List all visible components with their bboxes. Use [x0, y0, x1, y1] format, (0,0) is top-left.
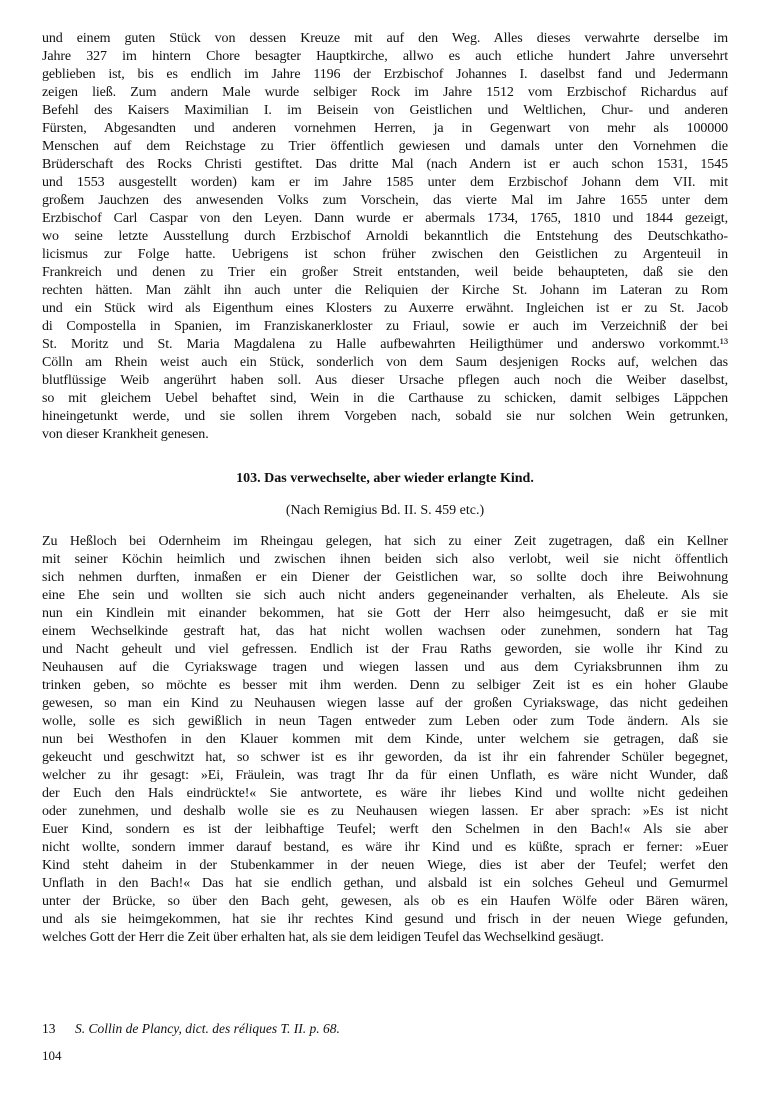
text-line: Jahre 327 im hintern Chore besagter Hauptkirche, allwo es auch etliche hundert Jahre unversehrt	[42, 49, 728, 64]
text-line: Unflath in den Bach!« Das hat sie endlich gethan, und alsbald ist ein solches Geheul und Gemurmel	[42, 876, 728, 891]
text-line: Erzbischof Carl Caspar von den Leyen. Dann wurde er abermals 1734, 1765, 1810 und 1844 gezeigt,	[42, 211, 728, 226]
text-line: geblieben ist, bis es endlich im Jahre 1196 der Erzbischof Johannes I. daselbst fand und Jedermann	[42, 67, 728, 82]
text-line: Neuhausen auf die Cyriakswage tragen und wiegen lassen und aus dem Cyriaksbrunnen ihm zu	[42, 660, 728, 675]
text-line: oder zunehmen, und deshalb wolle sie es zu Neuhausen wiegen lassen. Er aber sprach: »Es ist nicht	[42, 804, 728, 819]
text-line: welches Gott der Herr die Zeit über erhalten hat, als sie dem leidigen Teufel das Wechselkind gesäugt.	[42, 930, 604, 945]
text-line: so mit gleichem Uebel behaftet sind, Wein in die Carthause zu schicken, damit selbiges Läppchen	[42, 391, 728, 406]
text-line: von dieser Krankheit genesen.	[42, 427, 209, 442]
text-line: und einem guten Stück von dessen Kreuze mit auf den Weg. Alles dieses verwahrte derselbe im	[42, 31, 728, 46]
text-line: und Nacht geheult und viel gefressen. Endlich ist der Frau Raths geworden, sie wolle ihr Kind zu	[42, 642, 728, 657]
text-line: trinken geben, so möchte es besser mit ihm werden. Denn zu selbiger Zeit ist es ein hoher Glaube	[42, 678, 728, 693]
text-line: gekeucht und geschwitzt hat, so schwer ist es ihr geworden, da ist ihr ein fahrender Schüler begegnet,	[42, 750, 728, 765]
text-line: der Euch den Hals eindrückte!« Sie antwortete, es wäre ihr liebes Kind und wollte nicht gedeihen	[42, 786, 728, 801]
footnote-text: S. Collin de Plancy, dict. des réliques T. II. p. 68.	[75, 1021, 340, 1036]
paragraph-continued	[42, 30, 728, 444]
text-line: großem Jauchzen des anwesenden Volks zum Vorschein, das vierte Mal im Jahre 1655 unter dem	[42, 193, 728, 208]
text-line: sich nehmen durften, inmaßen er ein Diener der Geistlichen war, so sollte doch ihre Beiwohnung	[42, 570, 728, 585]
text-line: St. Moritz und St. Maria Magdalena zu Halle aufbewahrten Heiligthümer und anderswo vorkommt.¹³	[42, 337, 728, 352]
text-line: Brüderschaft des Rocks Christi gestiftet. Das dritte Mal (nach Andern ist er auch schon 1531, 1545	[42, 157, 728, 172]
footnote	[42, 1020, 728, 1037]
text-line: Zu Heßloch bei Odernheim im Rheingau gelegen, hat sich zu einer Zeit zugetragen, daß ein Kellner	[42, 534, 728, 549]
text-line: Befehl des Kaisers Maximilian I. im Beisein von Geistlichen und Weltlichen, Chur- und anderen	[42, 103, 728, 118]
text-line: gewesen, so man ein Kind zu Neuhausen wiegen lasse auf der großen Cyriakswage, das nicht gedeihen	[42, 696, 728, 711]
text-line: wolle, solle es sich gewißlich in neun Tagen entweder zum Leben oder zum Tode ändern. Als sie	[42, 714, 728, 729]
footnote-number: 13	[42, 1021, 56, 1036]
text-line: di Compostella in Spanien, im Franziskanerkloster zu Friaul, sowie er auch im Verzeichniß der bei	[42, 319, 728, 334]
text-column	[42, 30, 728, 947]
text-line: hineingetunkt werde, und sie sollen ihrem Vorgeben nach, sobald sie nur solchen Wein getrunken,	[42, 409, 728, 424]
section-heading: 103. Das verwechselte, aber wieder erlangte Kind.	[236, 471, 534, 486]
page-number: 104	[42, 1048, 62, 1063]
text-line: licismus zur Folge hatte. Uebrigens ist schon früher zwischen den Geistlichen zu Argenteuil in	[42, 247, 728, 262]
text-line: nicht wollte, sondern immer darauf bestand, es wäre ihr Kind und es küßte, sprach er ferner: »Euer	[42, 840, 728, 855]
text-line: und 1553 ausgestellt worden) kam er im Jahre 1585 unter dem Erzbischof Johann dem VII. mit	[42, 175, 728, 190]
text-line: Menschen auf dem Reichstage zu Trier öffentlich gewiesen und damals unter den Vornehmen die	[42, 139, 728, 154]
text-line: eine Ehe sein und wollten sie sich auch nicht anders gegeneinander verhalten, als Eheleute. Als sie	[42, 588, 728, 603]
text-line: Fürsten, Abgesandten und anderen vornehmen Herren, ja in Gegenwart von mehr als 100000	[42, 121, 728, 136]
text-line: unter der Brücke, so über den Bach geht, gewesen, als ob es ein Haufen Wölfe oder Bären wären,	[42, 894, 728, 909]
text-line: mit seiner Köchin heimlich und zwischen ihnen beiden sich also verlobt, weil sie nicht öffentlich	[42, 552, 728, 567]
text-line: nun bei Westhofen in den Klauer kommen mit dem Kinde, unter welchem sie getragen, daß sie	[42, 732, 728, 747]
text-line: Frankreich und denen zu Trier ein großer Streit entstanden, weil beide behaupteten, daß sie den	[42, 265, 728, 280]
text-line: Kind steht daheim in der Stubenkammer in der neuen Wiege, dies ist aber der Teufel; werfet den	[42, 858, 728, 873]
text-line: blutflüssige Weib angerührt haben soll. Aus dieser Ursache pflegen auch noch die Weiber daselbst,	[42, 373, 728, 388]
text-line: wo seine letzte Ausstellung durch Erzbischof Arnoldi bekanntlich die Entstehung des Deutschkatho-	[42, 229, 728, 244]
text-line: nun ein Kindlein mit einander bekommen, hat sie Gott der Herr also heimgesucht, daß er sie mit	[42, 606, 728, 621]
text-line: Cölln am Rhein weist auch ein Stück, sonderlich von dem Saum desjenigen Rocks auf, welchen das	[42, 355, 728, 370]
text-line: Euer Kind, sondern es ist der leibhaftige Teufel; werft den Schelmen in den Bach!« Als sie aber	[42, 822, 728, 837]
text-line: einem Wechselkinde gestraft hat, das hat nicht wollen wachsen oder zunehmen, sondern hat Tag	[42, 624, 728, 639]
text-line: zeigen ließ. Zum andern Male wurde selbiger Rock im Jahre 1512 vom Erzbischof Richardus auf	[42, 85, 728, 100]
paragraph-story	[42, 533, 728, 947]
text-line: und ein Stück wird als Eigenthum eines Klosters zu Auxerre erwähnt. Ingleichen ist er zu St. Jacob	[42, 301, 728, 316]
text-line: welcher zu ihr gesagt: »Ei, Fräulein, was tragt Ihr da für einen Unflath, es wäre nicht Wunder, daß	[42, 768, 728, 783]
section-source-note: (Nach Remigius Bd. II. S. 459 etc.)	[285, 503, 485, 518]
text-line: rechten hätten. Man zählt ihn auch unter die Reliquien der Kirche St. Johann im Lateran zu Rom	[42, 283, 728, 298]
text-line: und als sie heimgekommen, hat sie ihr rechtes Kind gesund und frisch in der neuen Wiege gefunden,	[42, 912, 728, 927]
